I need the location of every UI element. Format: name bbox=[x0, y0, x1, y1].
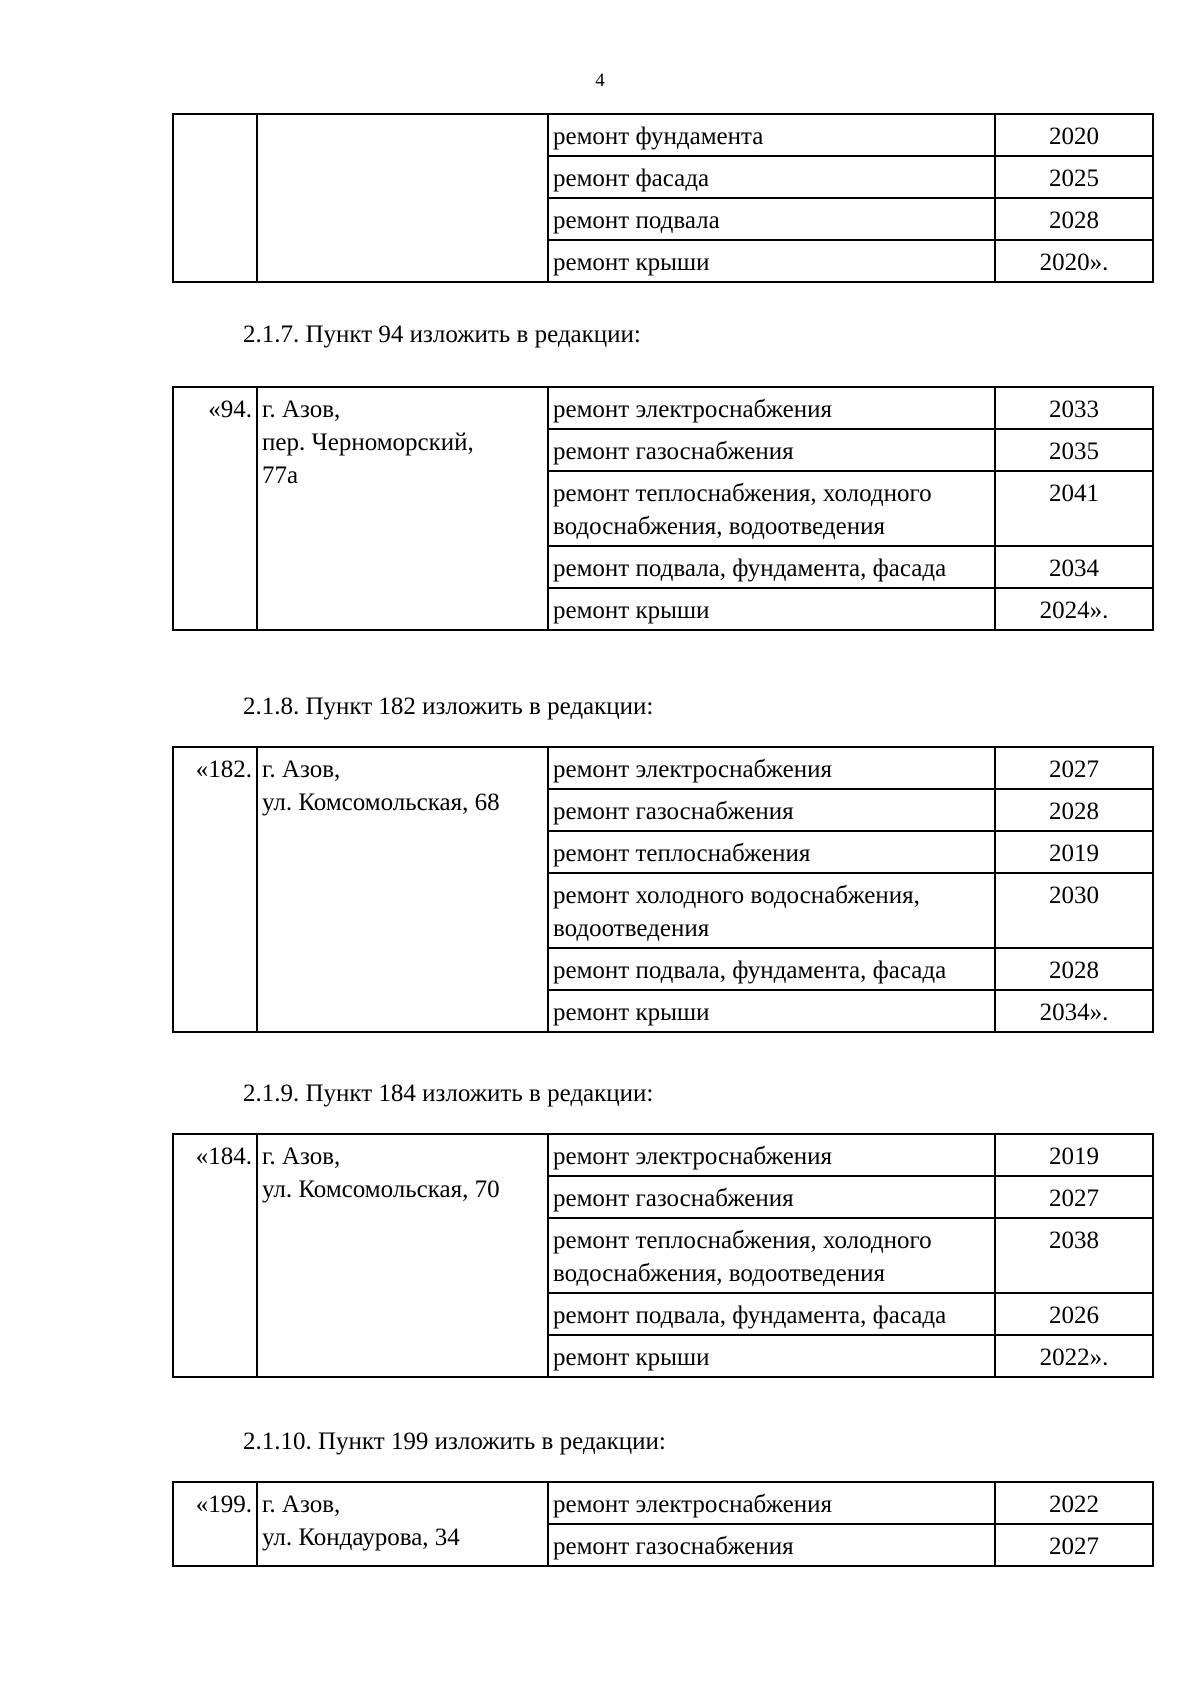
year-cell: 2028 bbox=[995, 789, 1153, 831]
work-cell: ремонт подвала, фундамента, фасада bbox=[548, 546, 995, 588]
work-cell: ремонт фасада bbox=[548, 156, 995, 198]
year-cell: 2038 bbox=[995, 1218, 1153, 1293]
item-184-table bbox=[172, 1133, 1154, 1378]
work-cell: ремонт газоснабжения bbox=[548, 1176, 995, 1218]
work-cell: ремонт подвала, фундамента, фасада bbox=[548, 948, 995, 990]
year-cell: 2026 bbox=[995, 1293, 1153, 1335]
table-row bbox=[173, 1482, 1153, 1524]
work-cell: ремонт электроснабжения bbox=[548, 1134, 995, 1176]
year-cell: 2027 bbox=[995, 1176, 1153, 1218]
table-row bbox=[173, 1134, 1153, 1176]
work-cell: ремонт теплоснабжения, холодного водоснабжения, водоотведения bbox=[548, 1218, 995, 1293]
year-cell: 2034 bbox=[995, 546, 1153, 588]
item-199-table bbox=[172, 1481, 1154, 1567]
work-cell: ремонт электроснабжения bbox=[548, 1482, 995, 1524]
work-cell: ремонт электроснабжения bbox=[548, 387, 995, 429]
year-cell: 2020». bbox=[995, 240, 1153, 282]
work-cell: ремонт крыши bbox=[548, 1335, 995, 1377]
number-cell bbox=[173, 114, 257, 282]
address-cell bbox=[257, 114, 548, 282]
work-cell: ремонт теплоснабжения bbox=[548, 831, 995, 873]
work-cell: ремонт холодного водоснабжения, водоотведения bbox=[548, 873, 995, 948]
work-cell: ремонт газоснабжения bbox=[548, 429, 995, 471]
work-cell: ремонт крыши bbox=[548, 588, 995, 630]
year-cell: 2033 bbox=[995, 387, 1153, 429]
item-address: г. Азов, ул. Комсомольская, 70 bbox=[257, 1134, 548, 1377]
year-cell: 2027 bbox=[995, 747, 1153, 789]
year-cell: 2030 bbox=[995, 873, 1153, 948]
section-heading-199: 2.1.10. Пункт 199 изложить в редакции: bbox=[243, 1428, 666, 1455]
year-cell: 2022». bbox=[995, 1335, 1153, 1377]
work-cell: ремонт крыши bbox=[548, 240, 995, 282]
year-cell: 2041 bbox=[995, 471, 1153, 546]
year-cell: 2027 bbox=[995, 1524, 1153, 1566]
work-cell: ремонт газоснабжения bbox=[548, 789, 995, 831]
year-cell: 2025 bbox=[995, 156, 1153, 198]
year-cell: 2019 bbox=[995, 1134, 1153, 1176]
year-cell: 2024». bbox=[995, 588, 1153, 630]
work-cell: ремонт крыши bbox=[548, 990, 995, 1032]
item-number: «94. bbox=[173, 387, 257, 630]
item-number: «199. bbox=[173, 1482, 257, 1566]
section-heading-94: 2.1.7. Пункт 94 изложить в редакции: bbox=[243, 321, 641, 348]
work-cell: ремонт подвала, фундамента, фасада bbox=[548, 1293, 995, 1335]
item-number: «182. bbox=[173, 747, 257, 1032]
work-cell: ремонт подвала bbox=[548, 198, 995, 240]
year-cell: 2035 bbox=[995, 429, 1153, 471]
item-number: «184. bbox=[173, 1134, 257, 1377]
year-cell: 2034». bbox=[995, 990, 1153, 1032]
item-address: г. Азов, пер. Черноморский, 77а bbox=[257, 387, 548, 630]
section-heading-184: 2.1.9. Пункт 184 изложить в редакции: bbox=[243, 1080, 654, 1107]
item-182-table bbox=[172, 746, 1154, 1033]
section-heading-182: 2.1.8. Пункт 182 изложить в редакции: bbox=[243, 693, 654, 720]
year-cell: 2028 bbox=[995, 198, 1153, 240]
item-94-table bbox=[172, 386, 1154, 631]
table-row bbox=[173, 114, 1153, 156]
table-row bbox=[173, 747, 1153, 789]
table-row bbox=[173, 387, 1153, 429]
item-address: г. Азов, ул. Комсомольская, 68 bbox=[257, 747, 548, 1032]
year-cell: 2020 bbox=[995, 114, 1153, 156]
work-cell: ремонт теплоснабжения, холодного водоснабжения, водоотведения bbox=[548, 471, 995, 546]
continuation-table bbox=[172, 113, 1154, 283]
item-address: г. Азов, ул. Кондаурова, 34 bbox=[257, 1482, 548, 1566]
year-cell: 2022 bbox=[995, 1482, 1153, 1524]
year-cell: 2028 bbox=[995, 948, 1153, 990]
page-number: 4 bbox=[595, 70, 605, 91]
year-cell: 2019 bbox=[995, 831, 1153, 873]
work-cell: ремонт электроснабжения bbox=[548, 747, 995, 789]
work-cell: ремонт газоснабжения bbox=[548, 1524, 995, 1566]
work-cell: ремонт фундамента bbox=[548, 114, 995, 156]
